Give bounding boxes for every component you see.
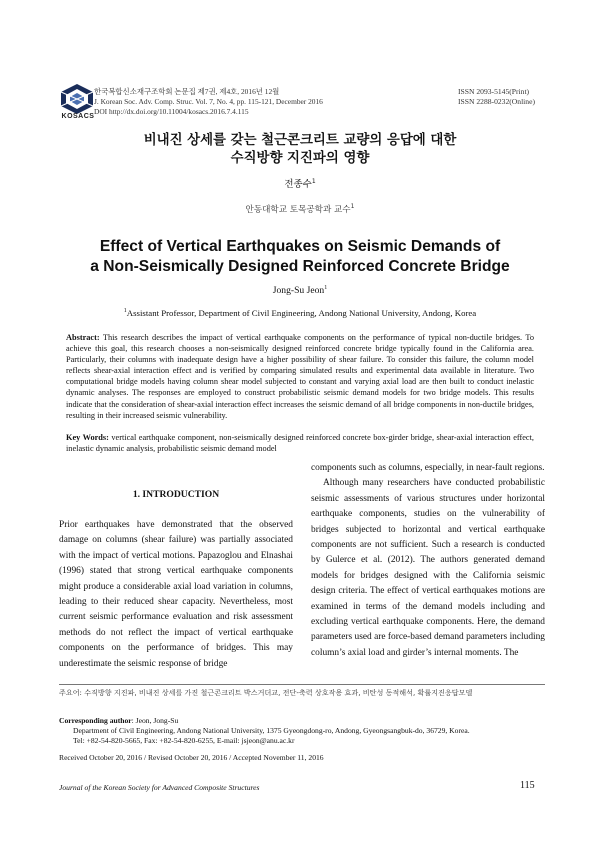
doi-link[interactable]: DOI http://dx.doi.org/10.11004/kosacs.2016.7.4.115 — [94, 107, 249, 116]
journal-header — [94, 87, 323, 117]
footer-journal: Journal of the Korean Society for Advanced Composite Structures — [59, 783, 260, 792]
korean-title-line1: 비내진 상세를 갖는 철근콘크리트 교량의 응답에 대한 — [143, 133, 457, 148]
issn-block — [458, 87, 535, 107]
body-right-continuation: components such as columns, especially, in near-fault regions. — [311, 463, 545, 473]
english-title-line1: Effect of Vertical Earthquakes on Seismic Demands of — [99, 238, 501, 255]
body-right-column — [311, 461, 545, 661]
korean-title-line2: 수직방향 지진파의 영향 — [230, 151, 370, 166]
english-title — [0, 237, 600, 277]
issn-print: ISSN 2093-5145(Print) — [458, 87, 530, 96]
section-heading: 1. INTRODUCTION — [132, 489, 220, 500]
corr-contact: Tel: +82-54-820-5665, Fax: +82-54-820-6255, E-mail: jsjeon@anu.ac.kr — [73, 736, 295, 745]
korean-author — [0, 176, 600, 190]
corresponding-author — [59, 716, 545, 746]
page-number: 115 — [520, 780, 535, 791]
received-dates: Received October 20, 2016 / Revised October 20, 2016 / Accepted November 11, 2016 — [59, 753, 324, 762]
corr-address: Department of Civil Engineering, Andong National University, 1375 Gyeongdong-ro, Andong, Gyeongsangbuk-do, 36729, Korea. — [73, 726, 470, 735]
english-author-name: Jong-Su Jeon — [272, 285, 325, 296]
korean-affiliation-sup: 1 — [350, 203, 355, 211]
english-affiliation-sup: 1 — [123, 308, 127, 315]
korean-author-sup: 1 — [311, 177, 316, 185]
english-affiliation — [0, 308, 600, 318]
logo-text: KOSACS — [61, 113, 95, 120]
korean-author-name: 전종수 — [284, 179, 312, 190]
korean-keywords: 주요어: 수직방향 지진파, 비내진 상세를 가진 철근콘크리트 박스거더교, 전단-축력 상호작용 효과, 비탄성 동적해석, 확률지진응답모델 — [59, 688, 473, 697]
abstract — [66, 332, 534, 421]
keywords-text: vertical earthquake component, non-seismically designed reinforced concrete box-girder bridge, shear-axial interaction effect, inelastic dynamic analysis, probabilistic seismic demand model — [66, 433, 534, 454]
body-left-paragraph: Prior earthquakes have demonstrated that the observed damage on columns (shear failure) was partially associated with the impact of vertical motions. Papazoglou and Elnashai (1996) stated that strong vertical earthquake components might produce a considerable axial load variation in columns, leading to their reduced shear capacity. Nevertheless, most current seismic performance evaluation and risk assessment methods do not reflect the impact of vertical earthquake components on the performance of bridges. This may underestimate the seismic response of bridge — [59, 520, 293, 669]
keywords — [66, 432, 534, 454]
hexagon-logo-icon — [58, 83, 96, 115]
abstract-text: This research describes the impact of vertical earthquake components on the performance of typical non-ductile bridges. To achieve this goal, this research chooses a non-seismically designed reinforced concrete bridge typically found in the California area. Particularly, their columns with inadequate design have a higher possibility of shear failure. To consider this failure, the column model reflects shear-axial interaction effect and is verified by comparing simulated results and experimental data available in literature. Two computational bridge models having column shear model subjected to constant and varying axial load are then built to conduct inelastic dynamic analyses. The responses are employed to construct probabilistic seismic demand models for two bridge models. This results indicate that the consideration of shear-axial interaction effect increases the seismic demand of all bridge components in non-ductile bridges, resulting in their increased seismic vulnerability. — [66, 333, 534, 420]
english-author — [0, 285, 600, 296]
issn-online: ISSN 2288-0232(Online) — [458, 97, 535, 106]
korean-affiliation-text: 안동대학교 토목공학과 교수 — [245, 205, 351, 215]
body-left-column — [59, 518, 293, 672]
corr-label: Corresponding author — [59, 716, 132, 725]
korean-affiliation — [0, 203, 600, 215]
footnote-divider — [59, 684, 545, 685]
keywords-label: Key Words: — [66, 433, 109, 442]
journal-kr: 한국복합신소재구조학회 논문집 제7권, 제4호, 2016년 12월 — [94, 87, 280, 96]
english-title-line2: a Non-Seismically Designed Reinforced Concrete Bridge — [90, 258, 510, 275]
english-affiliation-text: Assistant Professor, Department of Civil Engineering, Andong National University, Andong, Korea — [126, 308, 477, 318]
abstract-label: Abstract: — [66, 333, 100, 342]
korean-title — [0, 132, 600, 168]
body-right-paragraph: Although many researchers have conducted probabilistic seismic assessments of various structures under horizontal earthquake components, studies on the vulnerability of bridges subjected to horizontal and vertical earthquake components are not sufficient. Such a research is conducted by Gulerce et al. (2012). The authors generated demand models for bridges designed with the California seismic design criteria. The effect of vertical earthquakes motions are examined in terms of the demand models including and excluding vertical earthquake components. Here, the demand parameters used are force-based demand parameters including column’s axial load and girder’s internal moments. The — [311, 478, 545, 658]
english-author-sup: 1 — [324, 284, 328, 291]
journal-en: J. Korean Soc. Adv. Comp. Struc. Vol. 7, No. 4, pp. 115-121, December 2016 — [94, 97, 323, 106]
corr-name: : Jeon, Jong-Su — [131, 716, 179, 725]
